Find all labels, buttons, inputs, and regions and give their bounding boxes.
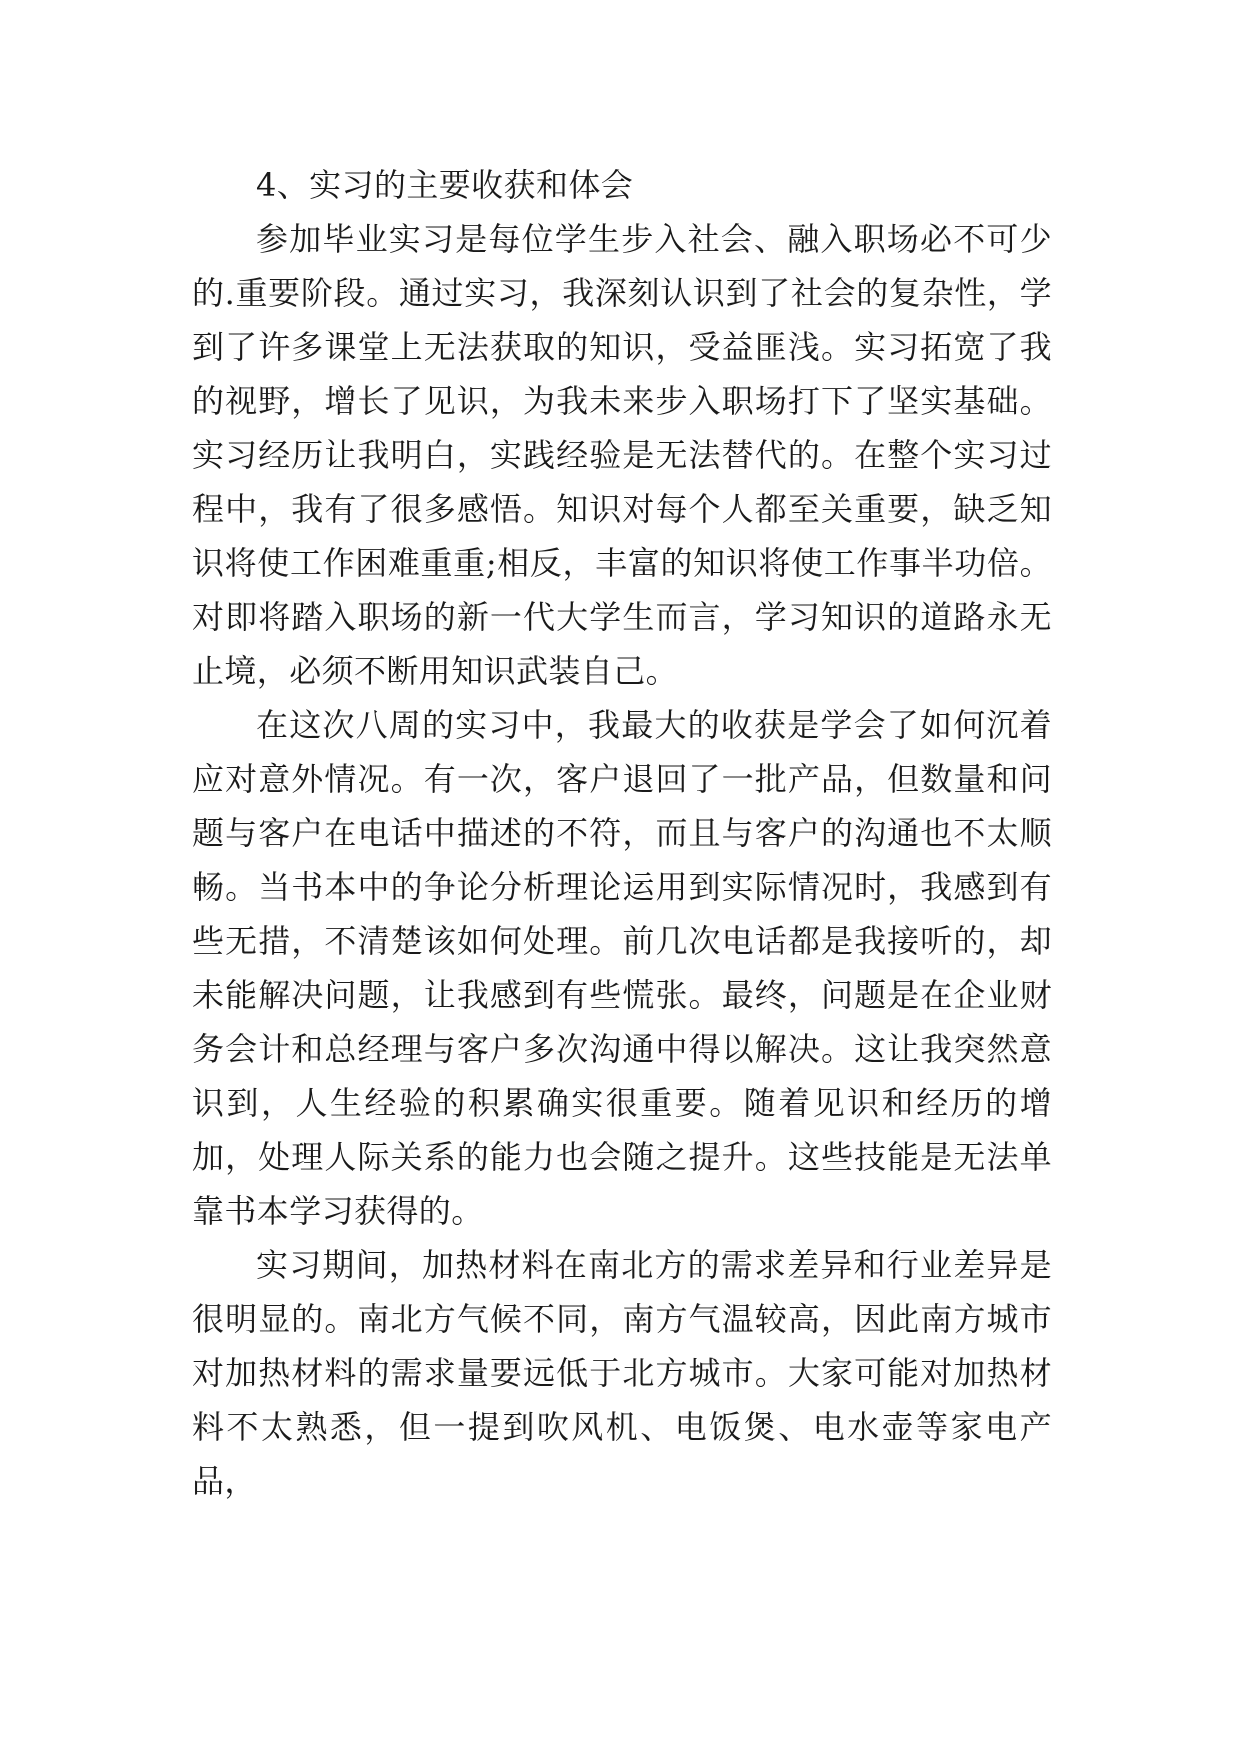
paragraph-1: 参加毕业实习是每位学生步入社会、融入职场必不可少的.重要阶段。通过实习，我深刻认识到了社会的复杂性，学到了许多课堂上无法获取的知识，受益匪浅。实习拓宽了我的视野，增长了见识，为我未来步入职场打下了坚实基础。实习经历让我明白，实践经验是无法替代的。在整个实习过程中，我有了很多感悟。知识对每个人都至关重要，缺乏知识将使工作困难重重;相反，丰富的知识将使工作事半功倍。对即将踏入职场的新一代大学生而言，学习知识的道路永无止境，必须不断用知识武装自己。	[192, 220, 1052, 690]
paragraph-2: 在这次八周的实习中，我最大的收获是学会了如何沉着应对意外情况。有一次，客户退回了一批产品，但数量和问题与客户在电话中描述的不符，而且与客户的沟通也不太顺畅。当书本中的争论分析理论运用到实际情况时，我感到有些无措，不清楚该如何处理。前几次电话都是我接听的，却未能解决问题，让我感到有些慌张。最终，问题是在企业财务会计和总经理与客户多次沟通中得以解决。这让我突然意识到，人生经验的积累确实很重要。随着见识和经历的增加，处理人际关系的能力也会随之提升。这些技能是无法单靠书本学习获得的。	[192, 706, 1052, 1230]
paragraph-3: 实习期间，加热材料在南北方的需求差异和行业差异是很明显的。南北方气候不同，南方气温较高，因此南方城市对加热材料的需求量要远低于北方城市。大家可能对加热材料不太熟悉，但一提到吹风机、电饭煲、电水壶等家电产品，	[192, 1246, 1052, 1500]
section-heading: 4、实习的主要收获和体会	[256, 166, 634, 204]
document-body	[192, 158, 1052, 1508]
